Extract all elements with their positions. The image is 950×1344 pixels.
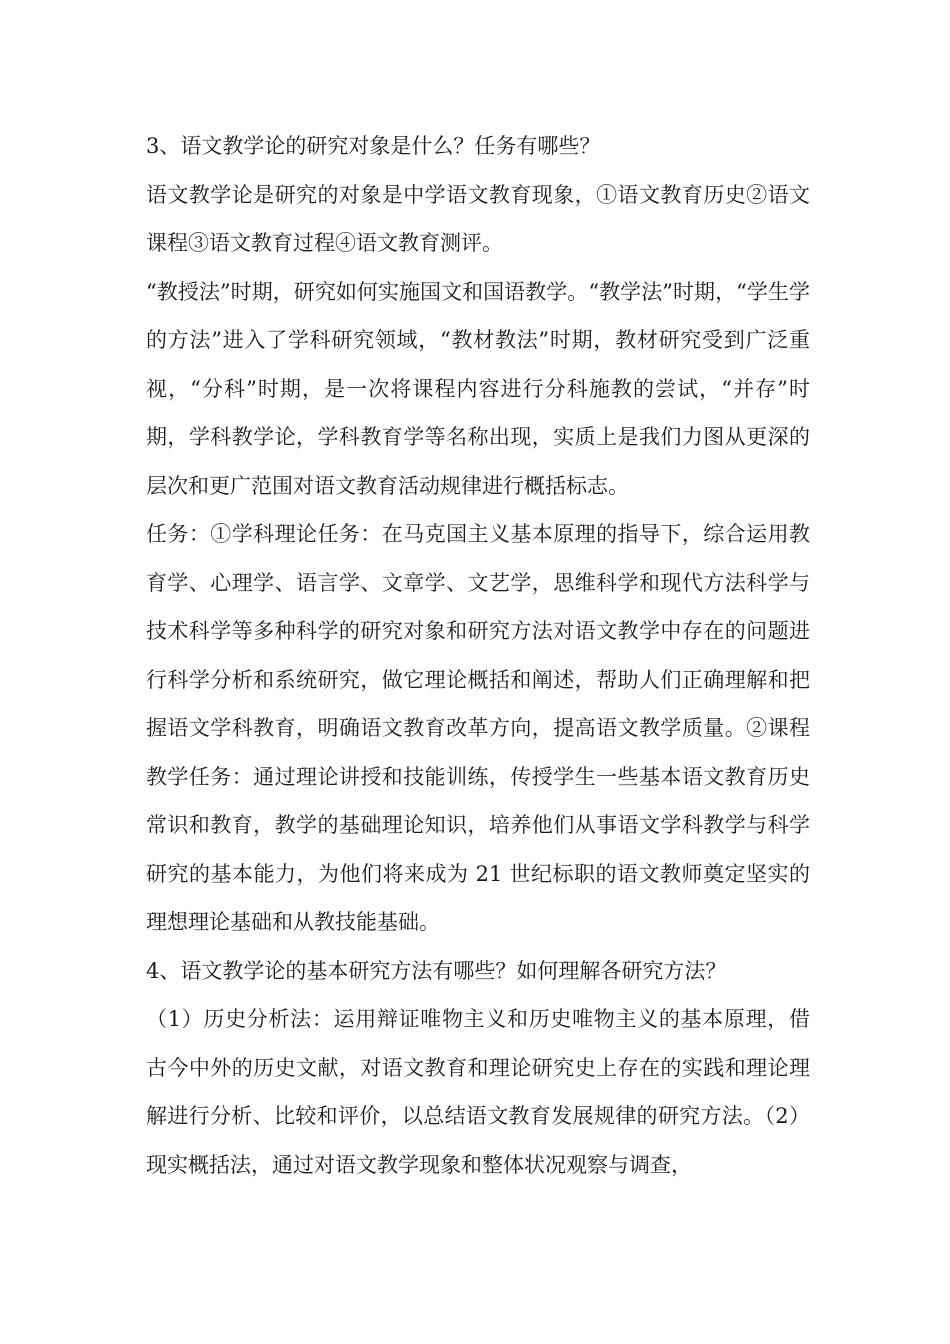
research-methods-paragraph: （1）历史分析法：运用辩证唯物主义和历史唯物主义的基本原理，借古今中外的历史文献，对语文教育和理论研究史上存在的实践和理论理解进行分析、比较和评价，以总结语文教育发展规律的研究方法。（2）现实概括法，通过对语文教学现象和整体状况观察与调查， — [146, 1007, 810, 1177]
question-3-heading: 3、语文教学论的研究对象是什么？任务有哪些？ — [146, 134, 601, 158]
question-4-heading: 4、语文教学论的基本研究方法有哪些？如何理解各研究方法？ — [146, 958, 727, 983]
history-periods-paragraph: “教授法”时期，研究如何实施国文和国语教学。“教学法”时期，“学生学的方法”进入了学科研究领域，“教材教法”时期，教材研究受到广泛重视，“分科”时期，是一次将课程内容进行分科施教的尝试，“并存”时期，学科教学论，学科教育学等名称出现，实质上是我们力图从更深的层次和更广范围对语文教育活动规律进行概括标志。 — [146, 279, 810, 498]
research-object-paragraph: 语文教学论是研究的对象是中学语文教育现象，①语文教育历史②语文课程③语文教育过程④语文教育测评。 — [146, 182, 810, 255]
document-page — [146, 122, 810, 1189]
tasks-paragraph: 任务：①学科理论任务：在马克国主义基本原理的指导下，综合运用教育学、心理学、语言学、文章学、文艺学，思维科学和现代方法科学与技术科学等多种科学的研究对象和研究方法对语文教学中存在的问题进行科学分析和系统研究，做它理论概括和阐述，帮助人们正确理解和把握语文学科教育，明确语文教育改革方向，提高语文教学质量。②课程教学任务：通过理论讲授和技能训练，传授学生一些基本语文教育历史常识和教育，教学的基础理论知识，培养他们从事语文学科教学与科学研究的基本能力，为他们将来成为 21 世纪标职的语文教师奠定坚实的理想理论基础和从教技能基础。 — [146, 522, 810, 934]
